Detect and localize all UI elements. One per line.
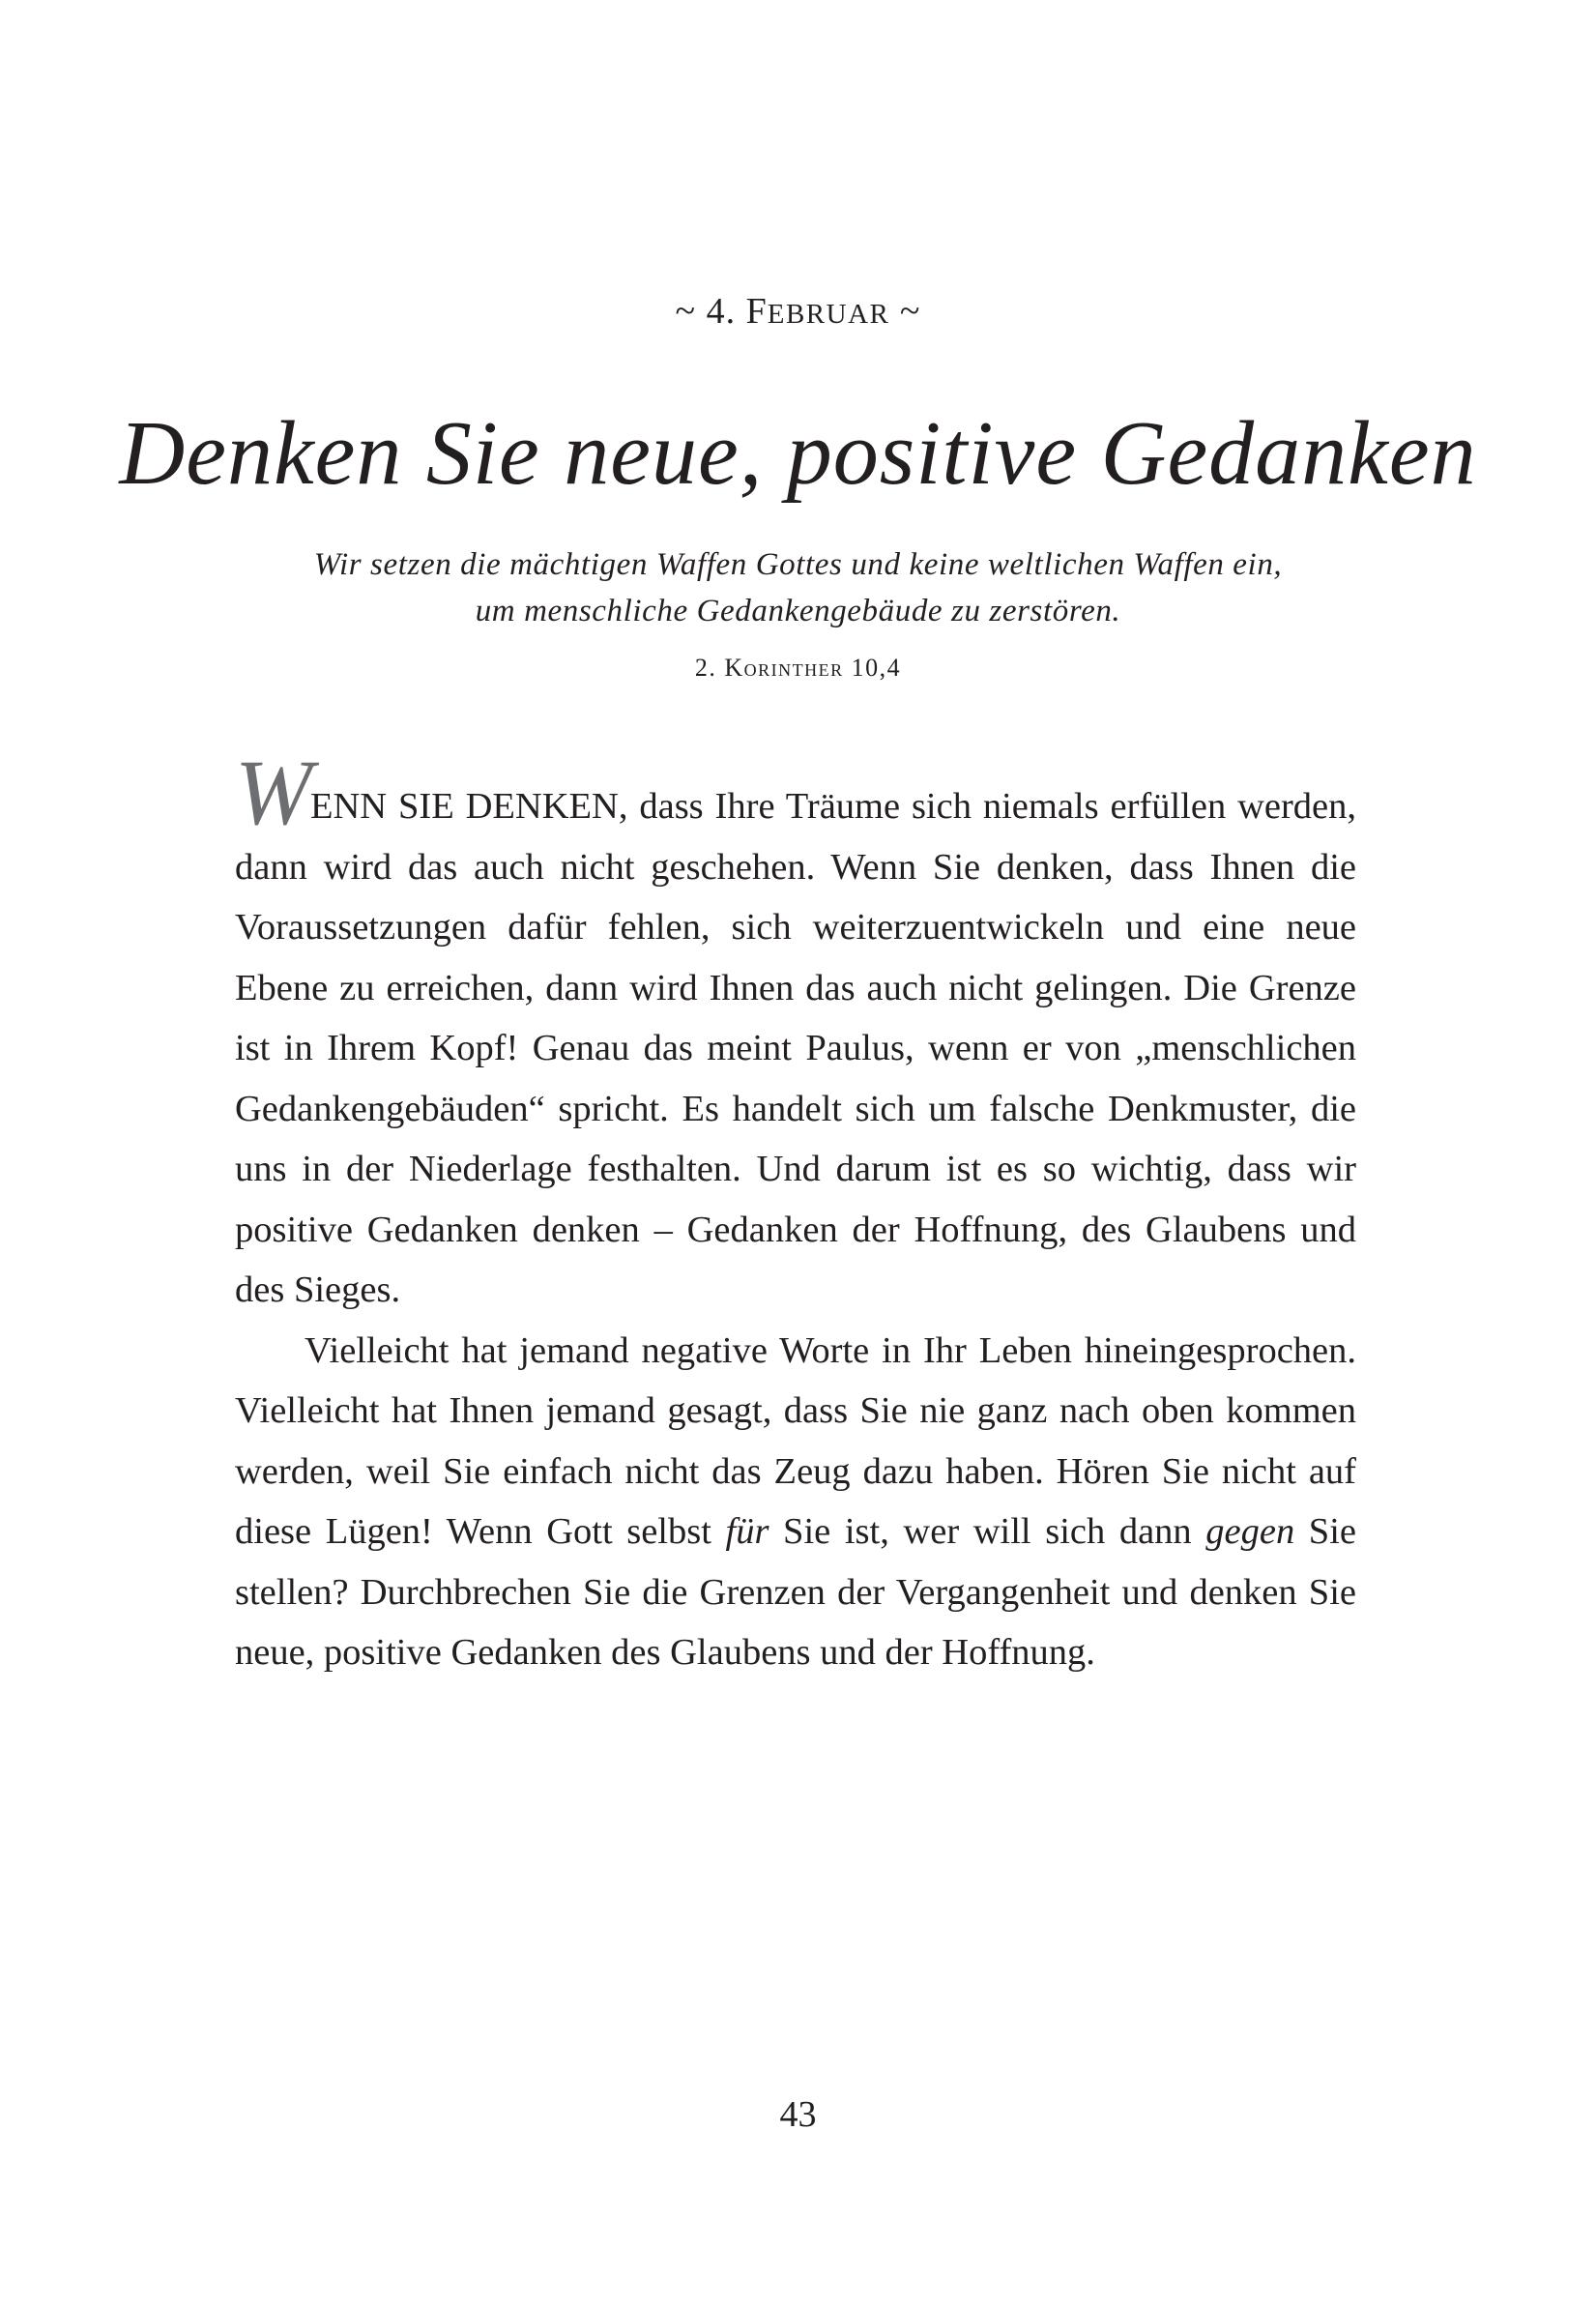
paragraph-2-part-2: Sie ist, wer will sich dann — [769, 1511, 1206, 1552]
page-number: 43 — [779, 2094, 817, 2135]
page-title: Denken Sie neue, positive Gedanken — [119, 403, 1477, 504]
bible-verse — [0, 541, 1596, 634]
paragraph-2 — [235, 1321, 1356, 1683]
date-prefix: ~ 4. F — [675, 291, 768, 332]
verse-line-2: um menschliche Gedankengebäude zu zerstören. — [475, 594, 1121, 628]
paragraph-2-part-3: Sie stellen? Durchbrechen Sie die Grenzen der Vergangenheit und denken Sie neue, positive Gedanken des Glaubens und der Hoffnung. — [235, 1511, 1356, 1673]
paragraph-1 — [235, 741, 1356, 1321]
paragraph-2-part-1: Vielleicht hat jemand negative Worte in Ihr Leben hineingesprochen. Vielleicht hat Ihnen jemand gesagt, dass Sie nie ganz nach oben kommen werden, weil Sie einfach nicht das Zeug dazu haben. Hören Sie nicht auf diese Lügen! Wenn Gott selbst — [235, 1329, 1356, 1552]
body-text — [235, 741, 1356, 1683]
emphasis-fuer: für — [725, 1511, 769, 1552]
date-suffix: ~ — [889, 291, 921, 332]
date-month-rest: EBRUAR — [767, 299, 890, 330]
emphasis-gegen: gegen — [1205, 1511, 1295, 1552]
drop-cap: W — [235, 741, 312, 844]
verse-reference: 2. Korinther 10,4 — [694, 654, 902, 682]
date-heading — [0, 290, 1596, 333]
lead-in-caps: ENN SIE DENKEN, — [309, 786, 628, 827]
paragraph-1-text: dass Ihre Träume sich niemals erfüllen werden, dann wird das auch nicht geschehen. Wenn Sie denken, dass Ihnen die Voraussetzungen dafür fehlen, sich weiterzuentwickeln und eine neue Ebene zu erreichen, dann wird Ihnen das auch nicht gelingen. Die Grenze ist in Ihrem Kopf! Genau das meint Paulus, wenn er von „menschlichen Gedankengebäuden“ spricht. Es handelt sich um falsche Denkmuster, die uns in der Niederlage festhalten. Und darum ist es so wichtig, dass wir positive Gedanken denken – Gedanken der Hoffnung, des Glaubens und des Sieges. — [235, 786, 1356, 1310]
verse-line-1: Wir setzen die mächtigen Waffen Gottes und keine weltlichen Waffen ein, — [313, 547, 1283, 582]
